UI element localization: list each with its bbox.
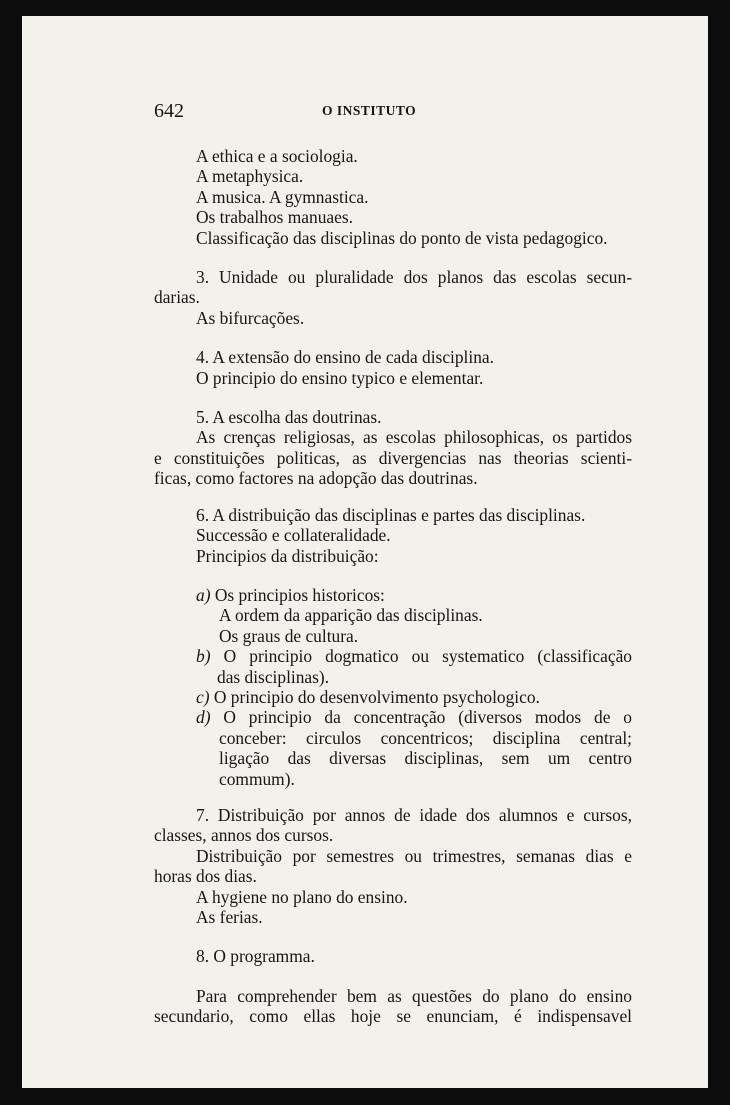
intro-item: A musica. A gymnastica. [196,186,369,207]
list-item-c: c) O principio do desenvolvimento psychologico. [196,686,540,707]
section-6-principles: Principios da distribuição: [196,545,379,566]
list-item-d-cont: conceber: circulos concentricos; disciplina central; [219,727,632,748]
section-6-succession: Successão e collateralidade. [196,525,391,546]
section-7-heading: 7. Distribuição por annos de idade dos alumnos e cursos, [196,804,632,825]
section-7-holidays: As ferias. [196,907,263,927]
page-body [154,146,632,1027]
closing-paragraph: Para comprehender bem as questões do plano do ensino [196,985,632,1006]
list-item-a-sub: A ordem da apparição das disciplinas. [219,605,483,626]
list-item-d: d) O principio da concentração (diversos modos de o [196,707,632,728]
section-8-heading: 8. O programma. [196,946,315,967]
section-5-text: As crenças religiosas, as escolas philosophicas, os partidos [196,427,632,448]
list-item-b: b) O principio dogmatico ou systematico (classificação [196,646,632,667]
closing-paragraph: secundario, como ellas hoje se enunciam, é indispensavel [154,1006,632,1027]
intro-item: A metaphysica. [196,166,304,187]
section-7-text: Distribuição por semestres ou trimestres, semanas dias e [196,845,632,866]
section-3-heading: 3. Unidade ou pluralidade dos planos das escolas secun- [196,267,632,288]
list-item-b-cont: das disciplinas). [217,666,330,687]
intro-item: Os trabalhos manuaes. [196,207,353,228]
section-6-heading: 6. A distribuição das disciplinas e partes das disciplinas. [196,504,586,525]
list-item-d-cont: ligação das diversas disciplinas, sem um centro [219,748,632,769]
list-tag-c: c) [196,686,210,707]
list-tag-b: b) [196,646,211,667]
list-tag-a: a) [196,584,211,605]
running-title: O INSTITUTO [322,103,417,118]
section-7-text: classes, annos dos cursos. [154,825,334,846]
list-item-a: a) Os principios historicos: [196,584,385,605]
section-3-continuation: darias. [154,287,200,308]
section-7-text: horas dos dias. [154,866,257,887]
page-header [22,100,708,124]
intro-item: A ethica e a sociologia. [196,146,358,166]
section-5-text: e constituições politicas, as divergencias nas theorias scienti- [154,447,632,468]
section-5-heading: 5. A escolha das doutrinas. [196,407,382,428]
section-7-hygiene: A hygiene no plano do ensino. [196,886,408,907]
section-4-principle: O principio do ensino typico e elementar. [196,367,484,388]
section-4-heading: 4. A extensão do ensino de cada disciplina. [196,347,494,368]
book-page [22,16,708,1088]
list-item-a-sub: Os graus de cultura. [219,625,359,646]
list-tag-d: d) [196,707,211,728]
section-3-bifurcations: As bifurcações. [196,307,305,328]
page-number: 642 [154,100,184,122]
section-5-text: ficas, como factores na adopção das doutrinas. [154,468,478,489]
intro-item: Classificação das disciplinas do ponto de vista pedagogico. [196,227,608,248]
list-item-d-cont: commum). [219,768,295,789]
